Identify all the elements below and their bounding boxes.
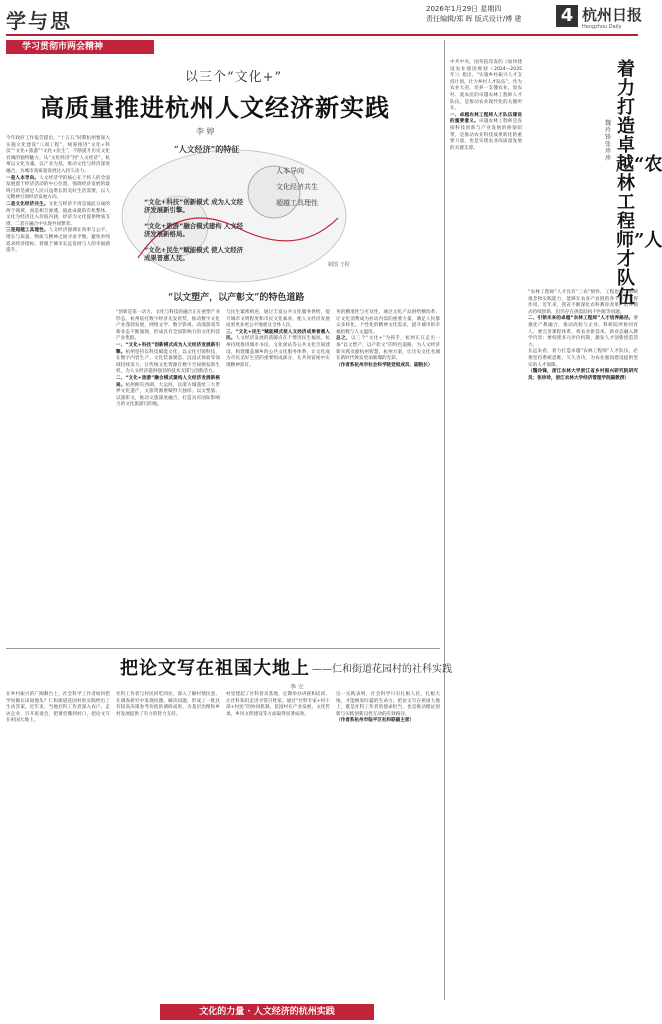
page-number: 4 — [556, 5, 578, 27]
date-line: 2026年1月29日 星期四 — [426, 5, 502, 13]
article3-byline: 魏玲锋 张珍珍 — [604, 120, 611, 162]
pathway-2: “文化+旅游”融合模式建构 人文经济发展新格局。 — [144, 222, 244, 238]
article1-col2-intro: “创新是第一动力，文化与科技的融合正在重塑产业形态。杭州依托数字经济先发优势，推动数字文化产业蓬勃发展，网络文学、数字影视、动漫游戏等新业态不断涌现，形成具有全国影响力的文化科技产业集群。 — [116, 310, 220, 342]
feature-2: 文化经济共生 — [276, 183, 318, 191]
article3-para-3: 长远来看，着力打造卓越“农林工程师”人才队伍，必须坚持系统思维，久久为功，为农业强国建设提供坚实的人才保障。 — [528, 349, 638, 368]
article3-sub-2: 二、引领未来的卓越“农林工程师”人才培养路径。 — [528, 316, 634, 322]
pathway-1: “文化+科技”创新模式 成为人文经济发展新引擎。 — [144, 198, 244, 214]
article2-byline: 李 立 — [290, 684, 304, 691]
article1-column-4 — [336, 310, 440, 644]
article3-col2-intro: “农林工程师”人才具有“三农”情怀、工程思维、系统观念和实践能力，能够在农业产业链的各个环节发挥作用。近年来，我省不断深化农科教育改革，培养模式持续创新，但仍存在供需结构不匹配等问题。 — [528, 290, 638, 315]
article1-note: （作者系杭州市社会科学院党组成员、副院长） — [336, 362, 433, 368]
feature-1: 人本导向 — [276, 167, 304, 175]
article1-para-1: 人文经济学的核心在于将人的全面发展置于经济活动的中心位置，强调经济发展的最终目的是满足人民日益增长的美好生活需要，以人文精神引领经济发展方向。 — [6, 175, 110, 201]
article2-para-4: 这一实践表明，社会科学只有扎根人民、扎根大地，才能焕发旺盛的生命力。把论文写在祖国大地上，既是社科工作者的使命担当，也是推动理论创新与实践创新良性互动的有效路径。 — [336, 692, 440, 717]
newspaper-logo: 杭州日报 — [582, 6, 643, 24]
article1-col2-sub-1: 一、“文化+科技”创新模式成为人文经济发展新引擎。 — [116, 342, 220, 355]
footer-banner: 文化的力量 · 人文经济的杭州实践 — [160, 1004, 374, 1020]
column-tag: 学习贯彻市两会精神 — [6, 40, 154, 54]
article1-sub-2: 二是文化经济共生。 — [6, 201, 49, 207]
article1-para-2: 文化与经济不再是彼此分离的两个领域，而是相互渗透、彼此成就的有机整体。文化为经济注入价值内涵，经济为文化提供物质支撑，二者在融合中实现共同繁荣。 — [6, 201, 110, 227]
diagram-artist: 制图 王程 — [328, 262, 350, 268]
section-title: 学与思 — [6, 9, 72, 33]
article1-column-2 — [116, 310, 220, 644]
article1-col4-intro: 务的精准性与可及性，通过文化产品供给侧改革，让文化消费成为拉动内需的重要力量，满足人民群众多样化、个性化的精神文化需求，提升城市的幸福指数与人文温度。 — [336, 310, 440, 335]
feature-3: 超越工具理性 — [276, 199, 318, 207]
article2-para-2: 社科工作者与村民同吃同住，深入了解村情民意，在调查研究中发现问题、解决问题，形成了一批具有较高决策参考价值的调研成果，为基层治理和乡村发展提供了有力的智力支持。 — [116, 692, 220, 717]
column-divider — [444, 40, 445, 1000]
article3-note: （魏玲锋，浙江农林大学浙江省乡村振兴研究院研究员；张珍珍，浙江农林大学经济管理学院副教授） — [528, 369, 638, 381]
masthead-rule — [6, 34, 638, 36]
article1-col2-sub-2: 二、“文化+旅游”融合模式建构人文经济发展新格局。 — [116, 375, 220, 388]
article1-column-1 — [6, 136, 110, 644]
article1-col2-para-1: 杭州坚持以科技赋能文化，以文化引领科技，在数字内容生产、文化装备制造、沉浸式体验等领域持续发力，让传统文化资源在数字空间焕发新生机，为人文经济提供强劲的技术支撑与创新活力。 — [116, 349, 220, 375]
article1-sub-1: 一是人本导向。 — [6, 175, 40, 181]
article3-para-1: 卓越农林工程师是连接科技创新与产业发展的桥梁纽带，是推动农业科技成果转化的重要力量，也是实现农业高质量发展的关键支撑。 — [450, 119, 522, 151]
article3-column-2 — [528, 290, 638, 998]
article2-column-1 — [6, 692, 110, 998]
article1-col4-para-1: 以三个“文化+”为抓手，杭州正在走出一条“以文塑产，以产彰文”的特色道路，为人文经济新实践贡献杭州智慧、杭州方案，让历史文化名城在新时代焕发更加璀璨的光彩。 — [336, 336, 440, 362]
article1-col2-para-2: 杭州拥有西湖、大运河、良渚古城遗址三大世界文化遗产，文旅资源禀赋得天独厚。以文塑旅、以旅彰文，推动文旅深度融合，打造具有国际影响力的文化旅游目的地。 — [116, 382, 220, 408]
article2-column-4 — [336, 692, 440, 998]
article3-column-1 — [450, 60, 522, 998]
article1-para-3: 人文经济强调在效率与公平、增长与质量、物质与精神之间寻求平衡，避免单纯追求经济指标，着眼于城市长远发展与人的幸福感提升。 — [6, 228, 110, 254]
article1-intro: 今年政府工作报告提出，“十五五”时期杭州要深入实施文化建设“八项工程”，统筹推进“文化+科技”“文化+旅游”“文化+民生”，不断提升历史文化名城的独特魅力。从“文化经济”到“人文经济”，杭州以文化为魂、以产业为基，推动文化与经济深度融合，为城市高质量发展注入持久动力。 — [6, 136, 110, 174]
diagram-top-label: “人文经济”的特征 — [174, 144, 240, 154]
article1-byline: 李 婷 — [196, 127, 215, 136]
article1-kicker: 以三个“文化+” — [185, 70, 283, 85]
article2-column-2 — [116, 692, 220, 998]
diagram-caption: “以文塑产，以产彰文”的特色道路 — [168, 293, 305, 303]
article1-col3-sub-1: 三、“文化+民生”赋能模式使人文经济成果普惠人民。 — [226, 329, 330, 342]
article1-col4-sub-1: 总之， — [336, 336, 351, 342]
pathway-3: “文化+民生”赋能模式 使人文经济成果普惠人民。 — [144, 246, 244, 262]
article1-col3-intro: 与民生紧密相连，通过丰富公共文化服务供给，提升城市文明程度和市民文化素养，使人文经济发展成果更多更公平地惠及全体人民。 — [226, 310, 330, 329]
editor-line: 责任编辑/郑 晖 版式设计/傅 建 — [426, 15, 522, 23]
article1-col3-para-1: 人文经济发展的落脚点在于增进民生福祉。杭州持续推进城市书房、文化驿站等公共文化空间建设，构建覆盖城乡的公共文化服务体系，让文化成为市民美好生活的重要组成部分，在共同富裕中实现精神富有。 — [226, 336, 330, 368]
article2-headline: 把论文写在祖国大地上 — [120, 658, 310, 679]
newspaper-logo-sub: Hangzhou Daily — [582, 24, 622, 30]
article1-sub-3: 三是超越工具理性。 — [6, 228, 49, 234]
article3-intro: 中共中央、国务院印发的《加快建设农业强国规划（2024—2035年）》指出，“实施乡村振兴人才支持计划，壮大乡村人才队伍”。作为农业大省，培养一支懂农业、爱农村、爱农民的卓越农林工程师人才队伍，是推动农业现代化的关键所在。 — [450, 60, 522, 112]
article1-column-3 — [226, 310, 330, 644]
article2-para-1: 在乡村振兴的广阔舞台上，社会科学工作者如何把学问做在田间地头？仁和街道花园村的实践给出了生动答案。近年来，当地社科工作者深入农户、走访企业、召开座谈会，把课堂搬到村口，把论文写在祖国大地上。 — [6, 692, 110, 724]
article2-column-3 — [226, 692, 330, 998]
concept-diagram — [118, 138, 350, 304]
article1-headline: 高质量推进杭州人文经济新实践 — [40, 93, 390, 122]
article2-para-3: 村里建起了社科普及基地，定期举办讲座和培训，让社科知识走进寻常百姓家。通过“社科专家+村干部+村民”的协同机制，花园村在产业发展、文化传承、乡风文明建设等方面取得显著成效。 — [226, 692, 330, 717]
article3-sub-1: 一、卓越农林工程师人才队伍建设的重要意义。 — [450, 112, 522, 125]
article3-para-2: 要强化产教融合，推动高校与企业、科研院所协同育人；要完善课程体系，将农业新技术、新业态融入教学内容；要构建多元评价机制，激发人才创新创造活力。 — [528, 316, 638, 348]
article3-title: 着力打造卓越“农林工程师”人才队伍 — [616, 59, 662, 308]
article2-note: （作者系杭州市临平区社科联副主席） — [336, 718, 415, 724]
article2-subheadline: ——仁和街道花园村的社科实践 — [312, 664, 452, 675]
article-divider — [6, 648, 440, 649]
